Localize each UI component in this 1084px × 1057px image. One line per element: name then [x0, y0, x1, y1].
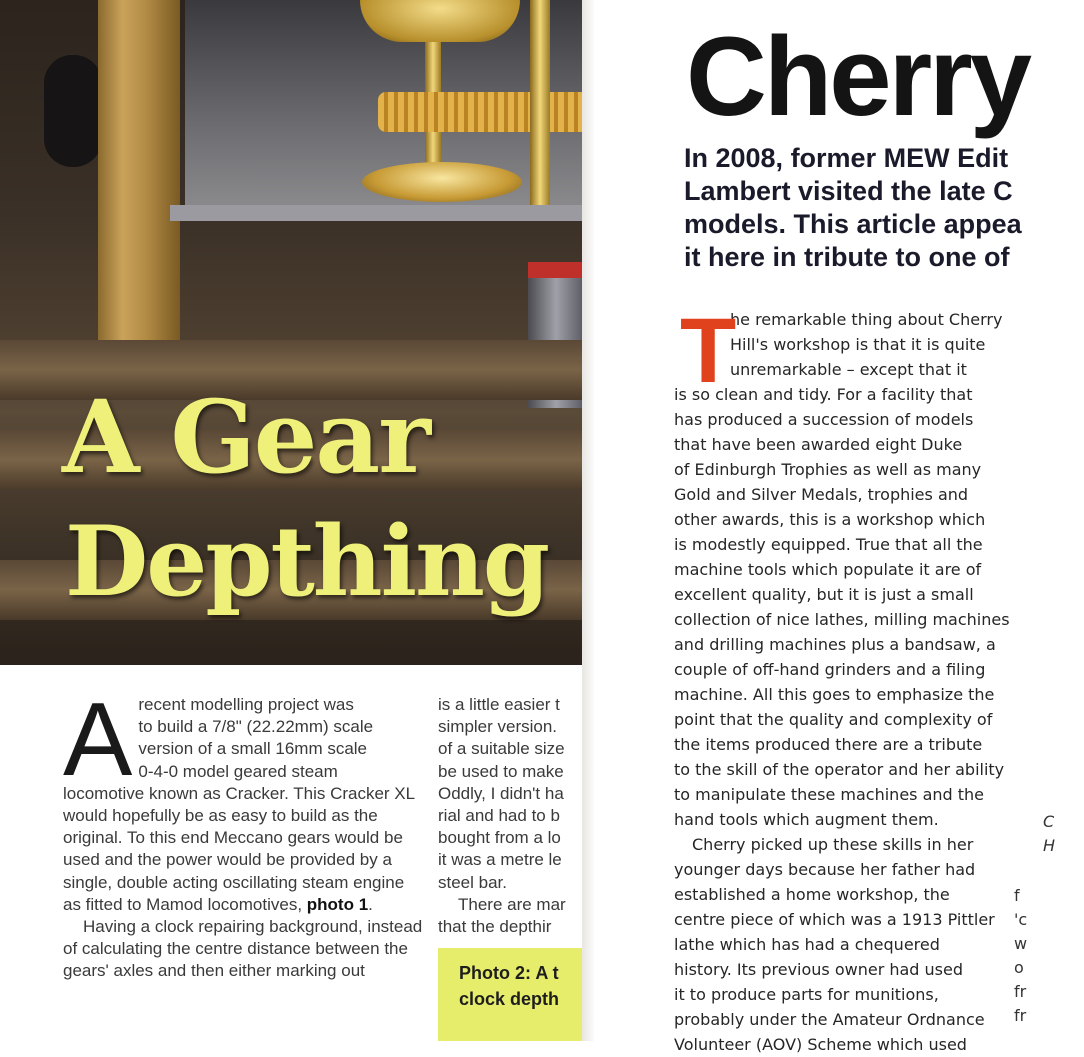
col-a-line: 0-4-0 model geared steam [138, 761, 338, 781]
body-line: it to produce parts for munitions, [674, 985, 939, 1004]
body-line: machine. All this goes to emphasize the [674, 685, 995, 704]
body-line: history. Its previous owner had used [674, 960, 964, 979]
photo-ref: photo 1 [306, 894, 369, 914]
photo-caption [438, 948, 588, 1041]
col-a-line: to build a 7/8" (22.22mm) scale [138, 717, 374, 737]
col-b-line: it was a metre le [438, 850, 562, 870]
body-line: Hill's workshop is that it is quite [730, 335, 986, 354]
col-b-line: rial and had to b [438, 806, 560, 826]
side-column-fragment: fr [1014, 982, 1027, 1001]
body-line: Gold and Silver Medals, trophies and [674, 485, 969, 504]
feature-photo [0, 0, 582, 665]
body-line: other awards, this is a workshop which [674, 510, 986, 529]
col-b-line: There are mar [458, 894, 566, 914]
article-title-line-1: A Gear [62, 378, 429, 496]
dropcap-a: A [63, 682, 133, 798]
body-line: Volunteer (AOV) Scheme which used [674, 1035, 967, 1054]
col-b-line: Oddly, I didn't ha [438, 783, 564, 803]
standfirst-line: it here in tribute to one of [684, 242, 1010, 272]
article-title-line-2: Depthing [65, 505, 548, 618]
side-column-fragment: w [1014, 934, 1028, 953]
body-line: that have been awarded eight Duke [674, 435, 963, 454]
body-line: of Edinburgh Trophies as well as many [674, 460, 982, 479]
col-a-line: recent modelling project was [138, 695, 354, 714]
body-line: to the skill of the operator and her ability [674, 760, 1005, 779]
col-b-line: of a suitable size [438, 739, 565, 759]
body-line: Cherry picked up these skills in her [692, 835, 974, 854]
caption-line: clock depth [459, 989, 560, 1009]
body-line: is modestly equipped. True that all the [674, 535, 983, 554]
standfirst-line: Lambert visited the late C [684, 176, 1013, 206]
side-caption-fragment: H [1043, 836, 1056, 855]
photo-gear-low [362, 162, 522, 202]
col-b-line: simpler version. [438, 717, 558, 737]
standfirst-line: In 2008, former MEW Edit [684, 143, 1009, 173]
column-b [438, 694, 582, 938]
body-line: point that the quality and complexity of [674, 710, 993, 729]
body-line: is so clean and tidy. For a facility that [674, 385, 973, 404]
col-a-para1-end: . [368, 894, 373, 914]
side-column-fragment: o [1014, 958, 1024, 977]
body-line: hand tools which augment them. [674, 810, 939, 829]
photo-wood-post [98, 0, 180, 340]
side-column-fragment: 'c [1014, 910, 1028, 929]
body-line: excellent quality, but it is just a small [674, 585, 974, 604]
body-line: couple of off-hand grinders and a filing [674, 660, 986, 679]
side-column-fragment: fr [1014, 1006, 1027, 1025]
body-line: the items produced there are a tribute [674, 735, 983, 754]
body-line: to manipulate these machines and the [674, 785, 985, 804]
body-line: centre piece of which was a 1913 Pittler [674, 910, 995, 929]
body-line: machine tools which populate it are of [674, 560, 982, 579]
body-line: established a home workshop, the [674, 885, 950, 904]
side-column-fragment: f [1014, 886, 1020, 905]
article-heading: Cherry [686, 14, 1030, 139]
body-line: he remarkable thing about Cherry [730, 310, 1003, 329]
body-line: younger days because her father had [674, 860, 976, 879]
col-a-para1 [63, 783, 423, 916]
col-b-line: is a little easier t [438, 695, 560, 714]
standfirst [684, 142, 1084, 274]
photo-shaft-right [530, 0, 550, 205]
col-a-line: version of a small 16mm scale [138, 739, 368, 759]
standfirst-line: models. This article appea [684, 209, 1022, 239]
col-a-para2: Having a clock repairing background, instead of calculating the centre distance between the gears' axles and then either marking out [63, 917, 423, 981]
col-b-line: be used to make [438, 761, 564, 781]
body-text [674, 300, 1034, 1057]
col-b-line: that the depthir [438, 917, 552, 937]
body-line: probably under the Amateur Ordnance [674, 1010, 985, 1029]
photo-bench [170, 205, 585, 221]
photo-gear-top [360, 0, 520, 42]
col-a-para1-text: locomotive known as Cracker. This Cracker XL would hopefully be as easy to build as the original. To this end Meccano gears would be used and the power would be provided by a single, double acting oscillating steam engine as fitted to Mamod locomotives, [63, 783, 415, 914]
body-line: and drilling machines plus a bandsaw, a [674, 635, 996, 654]
photo-gear-mid [378, 92, 588, 132]
body-line: collection of nice lathes, milling machines [674, 610, 1010, 629]
col-b-line: steel bar. [438, 872, 507, 892]
body-line: has produced a succession of models [674, 410, 974, 429]
column-a [63, 682, 423, 983]
side-caption-fragment: C [1043, 812, 1055, 831]
dropcap-t: T [680, 300, 737, 402]
page-gutter [582, 0, 594, 1041]
col-b-line: bought from a lo [438, 828, 561, 848]
body-line: unremarkable – except that it [730, 360, 967, 379]
body-line: lathe which has had a chequered [674, 935, 940, 954]
caption-line: Photo 2: A t [459, 963, 559, 983]
right-page [594, 0, 1056, 1054]
photo-knob [44, 55, 102, 167]
